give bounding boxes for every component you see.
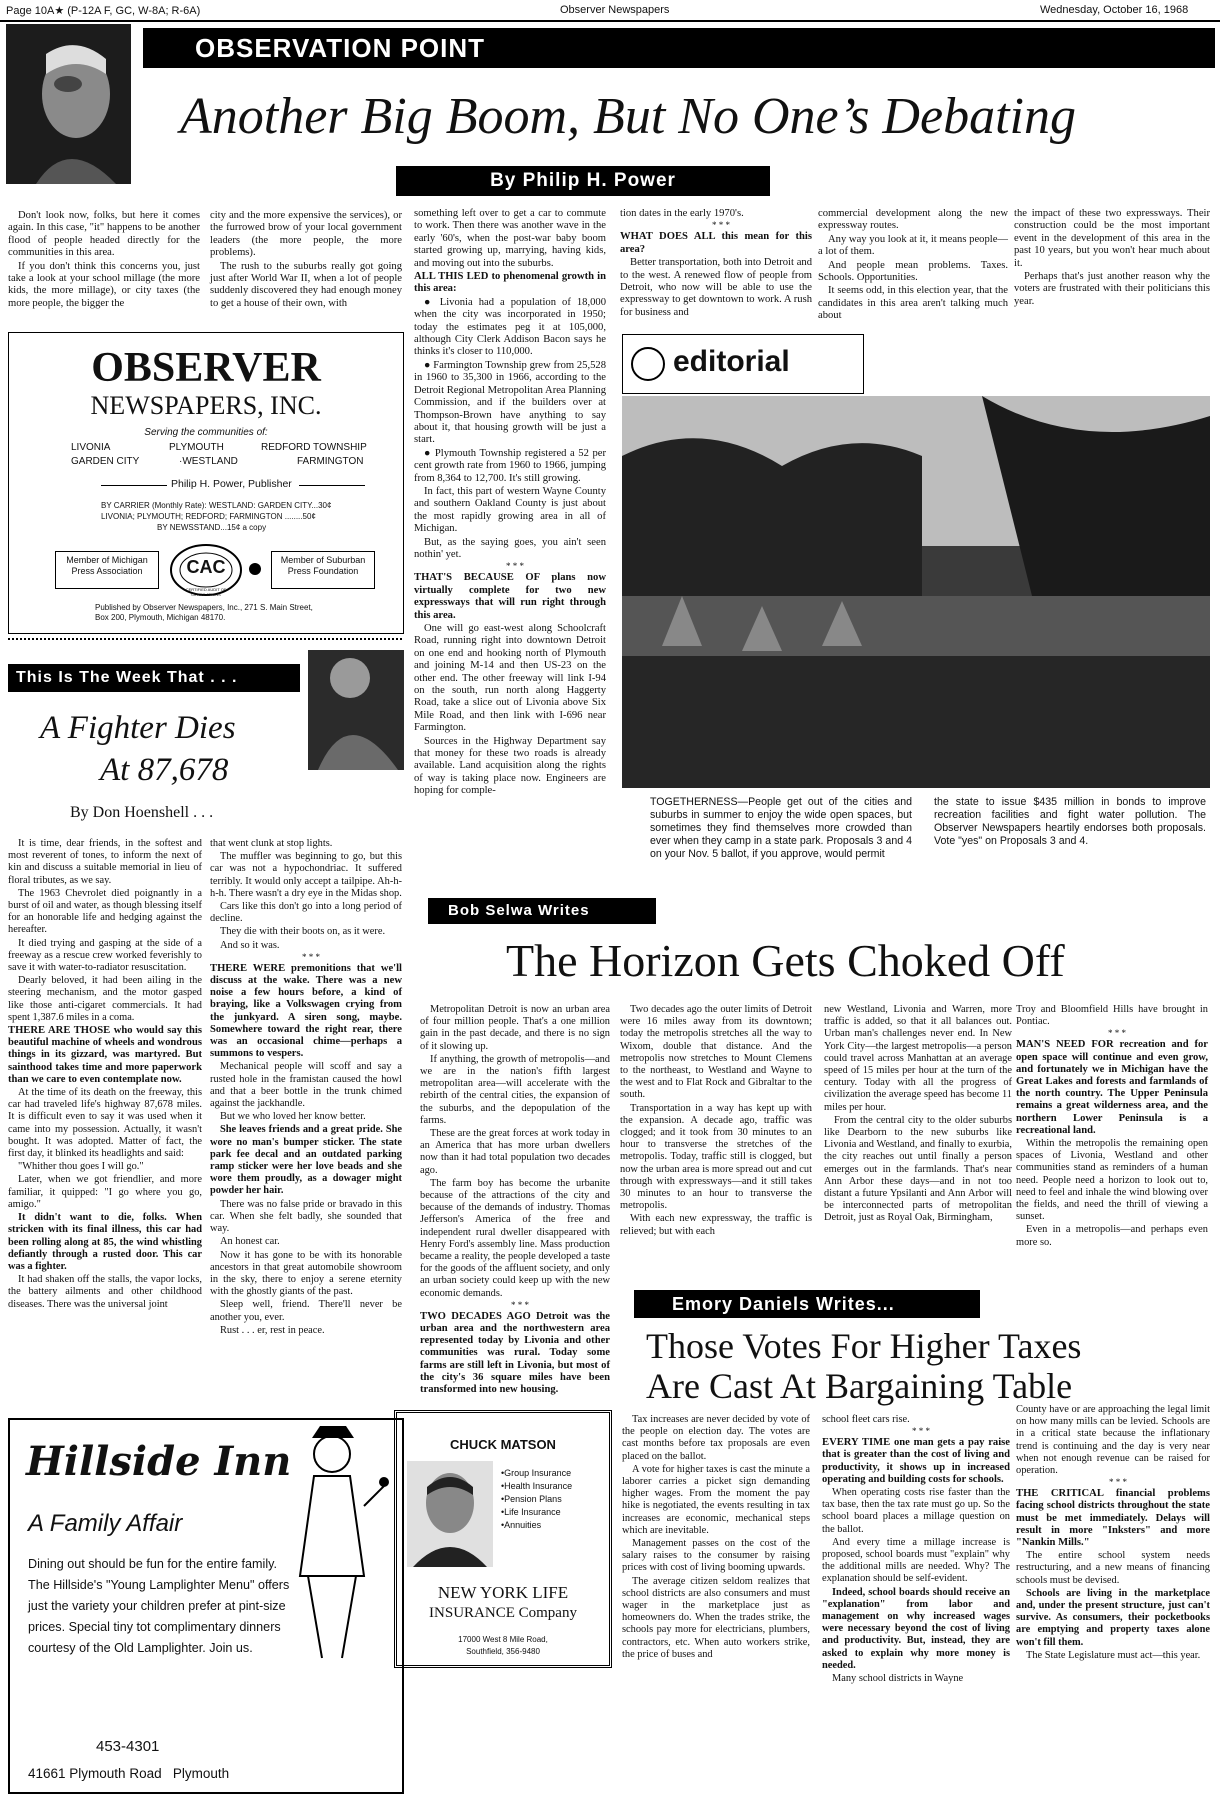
member-michigan-press: Member of Michigan Press Association (55, 551, 159, 589)
paragraph: An honest car. (220, 1236, 280, 1248)
paragraph: tion dates in the early 1970's. (620, 208, 744, 219)
subhead: MAN'S NEED FOR recreation and for open space will continue and even grow, and fortunately we in Michigan have the Great Lakes and forests and farmlands of the north country. The Upper Peninsula remains a great wilderness area, and the northern Lower Peninsula is a recreational land. (1016, 1039, 1208, 1136)
cac-label: CAC (186, 557, 226, 577)
matson-item: •Health Insurance (501, 1481, 573, 1491)
lamplighter-icon (272, 1426, 392, 1666)
observation-byline: By Philip H. Power (396, 166, 770, 196)
paragraph: commercial development along the new expressway routes. (818, 208, 1008, 232)
community: REDFORD TOWNSHIP (261, 442, 367, 453)
paragraph: One will go east-west along Schoolcraft Road, running right into downtown Detroit on one end and hooking north of Plymouth and joining M-14 and then US-23 on the other end. The other freeway will link I-94 on the south, run north along Haggerty Road, take a slice out of Livonia above Six Mile Road, and then link with I-696 near Farmington. (414, 623, 606, 734)
masthead-published: Published by Observer Newspapers, Inc., 271 S. Main Street, Box 200, Plymouth, Michigan 48170. (95, 603, 313, 622)
paragraph: From the central city to the older suburbs like Dearborn to the new suburbs like Livonia and Westland, and finally to exurbia, the city reaches out until finally a person emerges out in the farmlands. That's near Ann Arbor these days—and in not too distant a future Ypsilanti and Ann Arbor will be interconnected parts of metropolitan Detroit, just as Royal Oak, Birmingham, (824, 1114, 1012, 1224)
boxer-photo (308, 650, 404, 770)
paragraph: Rust . . . er, rest in peace. (220, 1324, 325, 1336)
subhead: THERE WERE premonitions that we'll discuss at the wake. There was a new noise a few hours before, a kind of braying, like a Volkswagen crying from the junkyard. A siren song, maybe. Somewhere toward the right rear, there was an occasional chime—perhaps a summons to vespers. (210, 962, 402, 1060)
paragraph: Tax increases are never decided by vote of the people on election day. The votes are cast months before tax proposals are even placed on the ballot. (622, 1414, 810, 1462)
camping-photo (622, 396, 1210, 788)
paragraph: The farm boy has become the urbanite because of the attractions of the city and because of the demands of industry. Thomas Jefferson's America of the free and independent rural dweller disappeared with Henry Ford's assembly line. Mass production became a reality, the people developed a taste for the goods of the affluent society, and only an urban society could keep up with the new economic demands. (420, 1177, 610, 1299)
paragraph: And so it was. (220, 939, 280, 951)
paragraph: Transportation in a way has kept up with the expansion. A decade ago, traffic was clogged; and it took from 30 minutes to an hour to transverse the stretches of the metropolis. Today, traffic still is clogged, but now the urban area is more spread out and cut through with expressways—and it still takes 30 minutes to an hour to transverse the metropolis. (620, 1102, 812, 1212)
selwa-headline: The Horizon Gets Choked Off (506, 935, 1065, 986)
subhead: ALL THIS LED to phenomenal growth in this area: (414, 271, 606, 295)
paragraph: Dearly beloved, it had been ailing in the steering mechanism, and the motor gasped like those anti-cigaret commercials. It had spent 1,387.6 miles in a coma. (8, 975, 202, 1023)
op-col-2 (210, 210, 402, 311)
hillside-phone: 453-4301 (96, 1738, 160, 1755)
daniels-col-3: County have or are approaching the legal limit on how many mills can be levied. Schools are in a critical state because the inflationary trend is continuing and the day is very near when not enough revenue can be raised for operation. * * * THE CRITICAL financial problems facing school districts throughout the state must be met immediately. Delays will result in more "Inksters" and more "Nankin Mills." The entire school system needs restructuring, and a new means of financing schools must be devised. Schools are living in the marketplace and, under the present structure, just can't survive. As consumers, their pocketbooks are emptying and property taxes alone won't fill them. The State Legislature must act—this year. (1016, 1404, 1210, 1661)
daniels-headline-2: Are Cast At Bargaining Table (646, 1366, 1073, 1406)
hillside-body: Dining out should be fun for the entire family. The Hillside's "Young Lamplighter Menu" offers just the variety your children prefer at pint-size prices. Special tiny tot complimentary dinners courtesy of the Old Lamplighter. Join us. (28, 1557, 290, 1655)
week-headline-2: At 87,678 (100, 752, 229, 788)
subhead: WHAT DOES ALL this mean for this area? (620, 231, 812, 255)
paragraph: But, as the saying goes, you ain't seen nothin' yet. (414, 536, 606, 560)
paragraph: These are the great forces at work today in an America that has more urban dwellers now than it had total population two decades ago. (420, 1128, 610, 1176)
matson-address-1: 17000 West 8 Mile Road, (458, 1635, 548, 1644)
matson-address-2: Southfield, 356-9480 (466, 1647, 540, 1656)
paragraph: It didn't want to die, folks. When stricken with its final illness, this car had been rolling along at 85, the wind whistling defiantly through a rusted door. This car was a fighter. (8, 1212, 202, 1272)
paragraph: city and the more expensive the services), or the furrowed brow of your local government leaders (the more people, the more problems). (210, 210, 402, 259)
matson-item: •Annuities (501, 1520, 542, 1530)
cac-ring-text: CERTIFIED AUDIT OF CIRCULATIONS (185, 587, 227, 597)
registered-mark-icon (249, 563, 261, 575)
masthead-rate: BY NEWSSTAND...15¢ a copy (157, 523, 267, 532)
paragraph: The average citizen seldom realizes that school districts are also consumers and must wager in the marketplace just as homeowners do. When the trades strike, the schools pay more for electricians, plumbers, contractors, etc. When auto workers strike, the price of buses and (622, 1575, 810, 1660)
paragraph: Troy and Bloomfield Hills have brought in Pontiac. (1016, 1004, 1208, 1028)
paragraph: new Westland, Livonia and Warren, more traffic is added, so that it all balances out. Urban man's challenges never end. In New York City—the largest metropolis—a person could travel across Manhattan at an average speed of 15 miles per hour at the turn of the century. Today with all the progress of civilization the average speed has become 11 miles per hour. (824, 1004, 1012, 1113)
subhead: THAT'S BECAUSE OF plans now virtually complete for two new expressways that will run right through this area. (414, 572, 606, 621)
editorial-label: editorial (673, 345, 790, 378)
paragraph: Management passes on the cost of the salary raises to the consumer by raising prices with cost of living booming upwards. (622, 1538, 810, 1574)
paragraph: ● Farmington Township grew from 25,528 in 1960 to 35,300 in 1966, according to the Detroit Regional Metropolitan Area Planning Commission, and if the builders over at Thompson-Brown have anything to say about it, that housing growth will be just a start. (414, 359, 606, 446)
paragraph: They die with their boots on, as it were. (220, 926, 386, 938)
paragraph: Within the metropolis the remaining open spaces of Livonia, Westland and other communities stand as reminders of a human need. People need a horizon to look out to, need to feel and inhale the wind blowing over the fields, and need the thrill of viewing a sunset. (1016, 1138, 1208, 1223)
hillside-inn-ad (8, 1418, 404, 1794)
week-col-2: that went clunk at stop lights. The muffler was beginning to go, but this car was not a hypochondriac. It suffered terribly. It would only accept a tailpipe. Ah-h-h-h. There wasn't a dry eye in the Midas shop. Cars like this don't go into a long period of decline. They die with their boots on, as it were. And so it was. * * * THERE WERE premonitions that we'll discuss at the wake. There was a new noise a few hours before, a kind of braying, like a Volkswagen crying from the junkyard. A siren song, maybe. Somewhere toward the right rear, there was an occasional chime—perhaps a summons to vespers. Mechanical people will scoff and say a rusted hole in the framistan caused the howl and that a beer bottle in the trunk chimed against the jackhandle. But we who loved her know better. She leaves friends and a great pride. She wore no man's bumper sticker. The state park fee decal and an outdated parking ramp sticker were her love beads and she wore them proudly, as a dowager might powder her hair. There was no false pride or bravado in this car. When she felt badly, she sounded that way. An honest car. Now it has gone to be with its honorable ancestors in that great automobile showroom in the sky, there to enjoy a serene eternity with the ghostly giants of the past. Sleep well, friend. There'll never be another you, ever. Rust . . . er, rest in peace. (210, 838, 402, 1336)
paragraph: A vote for higher taxes is cast the minute a laborer carries a picket sign demanding higher wages. From the moment the pay hike is negotiated, the events resulting in tax increases are economic, mechanical steps which are inevitable. (622, 1463, 810, 1536)
matson-item: •Group Insurance (501, 1468, 572, 1478)
paragraph: "Whither thou goes I will go." (18, 1161, 144, 1173)
matson-photo (407, 1461, 493, 1567)
paragraph: If you don't think this concerns you, just take a look at your school millage (the more kids, the more millage), or city taxes (the more people, the bigger the (8, 260, 200, 309)
paragraph: And every time a millage increase is proposed, school boards must "explain" why the additional mills are needed. Why? The explanation should be self-evident. (822, 1536, 1010, 1585)
op-col-6 (1014, 208, 1210, 309)
week-headline-1: A Fighter Dies (40, 710, 236, 746)
matson-name: CHUCK MATSON (450, 1437, 556, 1452)
paragraph: The entire school system needs restructuring, and a new means of financing schools must be devised. (1016, 1550, 1210, 1586)
subhead: THERE ARE THOSE who would say this beautiful machine of wheels and wondrous things in its gizzard, was martyred. But sainthood takes time and more paperwork than we care to even contemplate now. (8, 1025, 202, 1085)
hillside-name: Hillside Inn (26, 1438, 292, 1485)
matson-item: •Life Insurance (501, 1507, 561, 1517)
folio-paper: Observer Newspapers (560, 4, 670, 16)
editorial-caption-right: the state to issue $435 million in bonds to improve recreation facilities and fight water pollution. The Observer Newspapers heartily endorses both proposals. Vote "yes" on Proposals 3 and 4. (934, 796, 1206, 847)
paragraph: Cars like this don't go into a long period of decline. (210, 901, 402, 925)
paragraph: Many school districts in Wayne (832, 1673, 964, 1685)
paragraph: something left over to get a car to commute to work. Then there was another wave in the early '60's, when the post-war baby boom started growing up, marrying, having kids, and moving out into the suburbs. (414, 208, 606, 269)
selwa-col-2 (620, 1004, 812, 1239)
matson-portrait (407, 1461, 493, 1567)
matson-items (501, 1467, 605, 1532)
paragraph: It seems odd, in this election year, that the candidates in this area aren't talking much about (818, 285, 1008, 322)
daniels-headline-1: Those Votes For Higher Taxes (646, 1326, 1082, 1366)
paragraph: But we who loved her know better. (220, 1111, 366, 1123)
op-col-5 (818, 208, 1008, 324)
paragraph: Schools are living in the marketplace and, under the present structure, just can't survive. As consumers, their pocketbooks are emptying and property taxes alone won't fill them. (1016, 1587, 1210, 1648)
observation-point-label: OBSERVATION POINT (143, 28, 1215, 68)
paragraph: The rush to the suburbs really got going just after World War II, when a lot of people suddenly discovered they had enough money to get a house of their own, with (210, 260, 402, 309)
daniels-col-2: school fleet cars rise. * * * EVERY TIME one man gets a pay raise that is greater than the cost of living and productivity, it shows up in increased operating and building costs for schools. When operating costs rise faster than the tax base, then the tax rate must go up. So the school board places a millage question on the ballot. And every time a millage increase is proposed, school boards must "explain" why the additional mills are needed. Why? The explanation should be self-evident. Indeed, school boards should receive an "explanation" from labor and management on why increased wages were necessary beyond the cost of living and productivity. But, instead, they are asked to explain why more money is needed. Many school districts in Wayne (822, 1414, 1010, 1685)
paragraph: The 1963 Chevrolet died poignantly in a burst of oil and water, as though blessing itself for an honorable life and hedging against the hereafter. (8, 887, 202, 936)
paragraph: Perhaps that's just another reason why the voters are frustrated with their politicians this year. (1014, 271, 1210, 307)
paragraph: school fleet cars rise. (822, 1414, 910, 1425)
paragraph: the impact of these two expressways. Their construction could be the most important event in the development of this area in the past 10 years, but you won't hear much about it. (1014, 208, 1210, 269)
selwa-col-1: Metropolitan Detroit is now an urban area of four million people. That's a one million gain in the past decade, and there is no sign of it slowing up. If anything, the growth of metropolis—and we are in the nation's fifth largest metropolitan area—will accelerate with the rebirth of the central cities, the expansion of the suburbs, and the depopulation of the farms. These are the great forces at work today in an America that has more urban dwellers now than it had total population two decades ago. The farm boy has become the urbanite because of the attractions of the city and because of the demands of industry. Thomas Jefferson's America of the free and independent rural dweller disappeared with Henry Ford's assembly line. Mass production became a reality, the people developed a taste for the goods of the affluent society, and only an urban society could keep up with the new economic demands. * * * TWO DECADES AGO Detroit was the urban area and the northwestern area represented today by Livonia and other communities was rural. Today some farms are still left in Livonia, but most of the city's 36 square miles have been transformed into new housing. (420, 1004, 610, 1396)
paragraph: It is time, dear friends, in the softest and most reverent of tones, to inform the next of kin and discuss a suitable memorial in lieu of floral tributes, as we say. (8, 838, 202, 886)
op-col-1 (8, 210, 200, 311)
paragraph: that went clunk at stop lights. (210, 838, 333, 849)
paragraph: And people mean problems. Taxes. Schools. Opportunities. (818, 259, 1008, 284)
paragraph: Better transportation, both into Detroit and to the west. A renewed flow of people from Detroit, who now will be able to use the expressway to get downtown to work. A rush for business and (620, 257, 812, 318)
folio-date: Wednesday, October 16, 1968 (1040, 4, 1189, 16)
paragraph: Don't look now, folks, but here it comes again. In this case, "it" happens to be another flood of people headed directly for the communities in this area. (8, 210, 200, 259)
paragraph: Indeed, school boards should receive an "explanation" from labor and management on why increased wages were necessary beyond the cost of living and productivity. But, instead, they are asked to explain why more money is needed. (822, 1586, 1010, 1671)
paragraph: Metropolitan Detroit is now an urban area of four million people. That's a one million gain in the past decade, and there is no sign of it slowing up. (420, 1004, 610, 1052)
masthead-rate: BY CARRIER (Monthly Rate): WESTLAND: GARDEN CITY...30¢ (101, 501, 332, 510)
paragraph: Even in a metropolis—and perhaps even more so. (1016, 1224, 1208, 1248)
paragraph: At the time of its death on the freeway, this car had traveled life's highway 87,678 miles. It is difficult even to say it was used when it came into my possession. Actually, it wasn't bought. It was adopted. Matter of fact, the first day, it blinked its headlights and said: (8, 1087, 202, 1160)
paragraph: If anything, the growth of metropolis—and we are in the nation's fifth largest metropolitan area—will accelerate with the rebirth of the central cities, the expansion of the suburbs, and the depopulation of the farms. (420, 1053, 610, 1126)
matson-company-2: INSURANCE Company (429, 1605, 577, 1621)
paragraph: Two decades ago the outer limits of Detroit were 16 miles away from its downtown; today the metropolis stretches all the way to Wixom, double that distance. And the metropolis now stretches to Mount Clemens to the northeast, to Westland and Wayne to the west and to Flat Rock and Gibraltar to the south. (620, 1004, 812, 1101)
paragraph: She leaves friends and a great pride. She wore no man's bumper sticker. The state park fee decal and an outdated parking ramp sticker were her love beads and she wore them proudly, as a dowager might powder her hair. (210, 1124, 402, 1197)
hillside-address: 41661 Plymouth Road Plymouth (28, 1766, 230, 1781)
op-col-4: tion dates in the early 1970's. * * * WHAT DOES ALL this mean for this area? Better transportation, both into Detroit and to the west. A renewed flow of people from Detroit, who now will be able to use the expressway to get downtown to work. A rush for business and (620, 208, 812, 318)
fighter-photo (308, 650, 404, 770)
paragraph: Mechanical people will scoff and say a rusted hole in the framistan caused the howl and that a beer bottle in the trunk chimed against the jackhandle. (210, 1061, 402, 1110)
matson-company-1: NEW YORK LIFE (437, 1583, 569, 1602)
week-that-label: This Is The Week That . . . (8, 664, 300, 692)
paragraph: The muffler was beginning to go, but this car was not a hypochondriac. It suffered terribly. It would only accept a tailpipe. Ah-h-h-h. There wasn't a dry eye in the Midas shop. (210, 851, 402, 899)
editorial-caption-left: TOGETHERNESS—People get out of the cities and suburbs in summer to enjoy the wide open spaces, but sometimes they find themselves more crowded than ever when they camp in a state park. Proposals 3 and 4 on your Nov. 5 ballot, if you approve, would permit (650, 796, 912, 860)
paragraph: When operating costs rise faster than the tax base, then the tax rate must go up. So the school board places a millage question on the ballot. (822, 1487, 1010, 1535)
folio-page: Page 10A★ (P-12A F, GC, W-8A; R-6A) (6, 5, 201, 17)
paragraph: It had shaken off the stalls, the vapor locks, the battery ailments and other childhood diseases. There was the universal joint (8, 1274, 202, 1310)
subhead: THE CRITICAL financial problems facing school districts throughout the state must be met immediately. Delays will result in more "Inksters" and more "Nankin Mills." (1016, 1488, 1210, 1549)
daniels-label: Emory Daniels Writes... (634, 1290, 980, 1318)
paragraph: Sources in the Highway Department say that money for these two roads is already available. Land acquisition along the rights of way is taking place now. Engineers are hoping for comple- (414, 735, 606, 797)
masthead-name: OBSERVER (91, 345, 321, 391)
community: FARMINGTON (297, 456, 364, 467)
week-byline: By Don Hoenshell . . . (70, 804, 214, 821)
subhead: TWO DECADES AGO Detroit was the urban area and the northwestern area represented today by Livonia and other communities was rural. Today some farms are still left in Livonia, but most of the city's 36 square miles have been transformed into new housing. (420, 1310, 610, 1396)
masthead-name-2: NEWSPAPERS, INC. (90, 391, 322, 420)
masthead-publisher: Philip H. Power, Publisher (171, 478, 292, 490)
community: PLYMOUTH (169, 442, 224, 453)
community: ·WESTLAND (179, 456, 238, 467)
paragraph: ● Livonia had a population of 18,000 when the city was incorporated in 1950; today the estimates peg it at 105,000, although City Clerk Addison Bacon says he thinks it's closer to 110,000. (414, 296, 606, 358)
member-suburban-press: Member of Suburban Press Foundation (271, 551, 375, 589)
community: LIVONIA (71, 442, 111, 453)
portrait-photo (6, 24, 131, 184)
paragraph: ● Plymouth Township registered a 52 per cent growth rate from 1960 to 1966, jumping from 8,364 to 12,700. It's still growing. (414, 447, 606, 484)
paragraph: Now it has gone to be with its honorable ancestors in that great automobile showroom in the sky, there to enjoy a serene eternity with the ghostly giants of the past. (210, 1249, 402, 1298)
selwa-col-4: Troy and Bloomfield Hills have brought in Pontiac. * * * MAN'S NEED FOR recreation and for open space will continue and even grow, and fortunately we in Michigan have the Great Lakes and forests and farmlands of the north country. The Upper Peninsula remains a great wilderness area, and the northern Lower Peninsula is a recreational land. Within the metropolis the remaining open spaces of Livonia, Westland and other communities stand as reminders of a human need. People need a horizon to look out to, need to feel and inhale the wind blowing over the fields, and need the thrill of viewing a sunset. Even in a metropolis—and perhaps even more so. (1016, 1004, 1208, 1248)
community: GARDEN CITY (71, 456, 140, 467)
masthead-serving: Serving the communities of: (144, 427, 268, 438)
togetherness-photo (622, 396, 1210, 788)
paragraph: In fact, this part of western Wayne County and southern Oakland County is just about the most rapidly growing area in all of Michigan. (414, 485, 606, 535)
matson-item: •Pension Plans (501, 1494, 562, 1504)
paragraph: There was no false pride or bravado in this car. When she felt badly, she sounded that way. (210, 1198, 402, 1235)
subhead: EVERY TIME one man gets a pay raise that is greater than the cost of living and productivity, it shows up in increased operating and building costs for schools. (822, 1437, 1010, 1485)
editorial-logo-icon (631, 347, 665, 381)
paragraph: It died trying and gasping at the side of a freeway as a rescue crew worked feverishly to save it with water-to-radiator resuscitation. (8, 937, 202, 974)
paragraph: Sleep well, friend. There'll never be another you, ever. (210, 1299, 402, 1323)
observation-headline: Another Big Boom, But No One’s Debating (180, 88, 1076, 145)
week-col-1 (8, 838, 202, 1312)
paragraph: Any way you look at it, it means people—a lot of them. (818, 233, 1008, 258)
paragraph: Later, when we got friendlier, and more familiar, it quipped: "I go where you go, amigo." (8, 1174, 202, 1210)
paragraph: The State Legislature must act—this year. (1026, 1649, 1201, 1661)
selwa-label: Bob Selwa Writes (428, 898, 656, 924)
selwa-col-3 (824, 1004, 1012, 1226)
cac-seal (169, 543, 243, 597)
paragraph: With each new expressway, the traffic is relieved; but with each (620, 1213, 812, 1237)
hillside-tagline: A Family Affair (28, 1510, 183, 1537)
paragraph: County have or are approaching the legal limit on how many mills can be levied. Schools are in a critical state because the inflationary trend is continuing and the day is very near when not enough revenue can be raised for operation. (1016, 1404, 1210, 1477)
daniels-col-1 (622, 1414, 810, 1662)
op-col-3: something left over to get a car to commute to work. Then there was another wave in the early '60's, when the post-war baby boom started growing up, marrying, having kids, and moving out into the suburbs. ALL THIS LED to phenomenal growth in this area: ● Livonia had a population of 18,000 when the city was incorporated in 1950; today the estimates peg it at 105,000, although City Clerk Addison Bacon says he thinks it's closer to 110,000. ● Farmington Township grew from 25,528 in 1960 to 35,300 in 1966, according to the Detroit Regional Metropolitan Area Planning Commission, and if the builders over at Thompson-Brown have anything to say about it, that housing growth will be just a start. ● Plymouth Township registered a 52 per cent growth rate from 1960 to 1966, jumping from 8,364 to 12,700. It's still growing. In fact, this part of western Wayne County and southern Oakland County is just about the most rapidly growing area in all of Michigan. But, as the saying goes, you ain't seen nothin' yet. * * * THAT'S BECAUSE OF plans now virtually complete for two new expressways that will run right through this area. One will go east-west along Schoolcraft Road, running right into downtown Detroit on one end and hooking north of Plymouth and joining M-14 and then US-23 on the other end. The other freeway will link I-94 on the south, run north along Haggerty Road, take a slice out of Livonia above Six Mile Road, and then link with I-696 near Farmington. Sources in the Highway Department say that money for these two roads is already available. Land acquisition along the rights of way is taking place now. Engineers are hoping for comple- (414, 208, 606, 797)
lamplighter-illustration (272, 1426, 392, 1666)
editorial-badge (622, 334, 864, 394)
matson-ad (394, 1410, 612, 1668)
masthead-rate: LIVONIA; PLYMOUTH; REDFORD; FARMINGTON ........50¢ (101, 512, 316, 521)
author-portrait (6, 24, 131, 184)
masthead-box (8, 332, 404, 634)
